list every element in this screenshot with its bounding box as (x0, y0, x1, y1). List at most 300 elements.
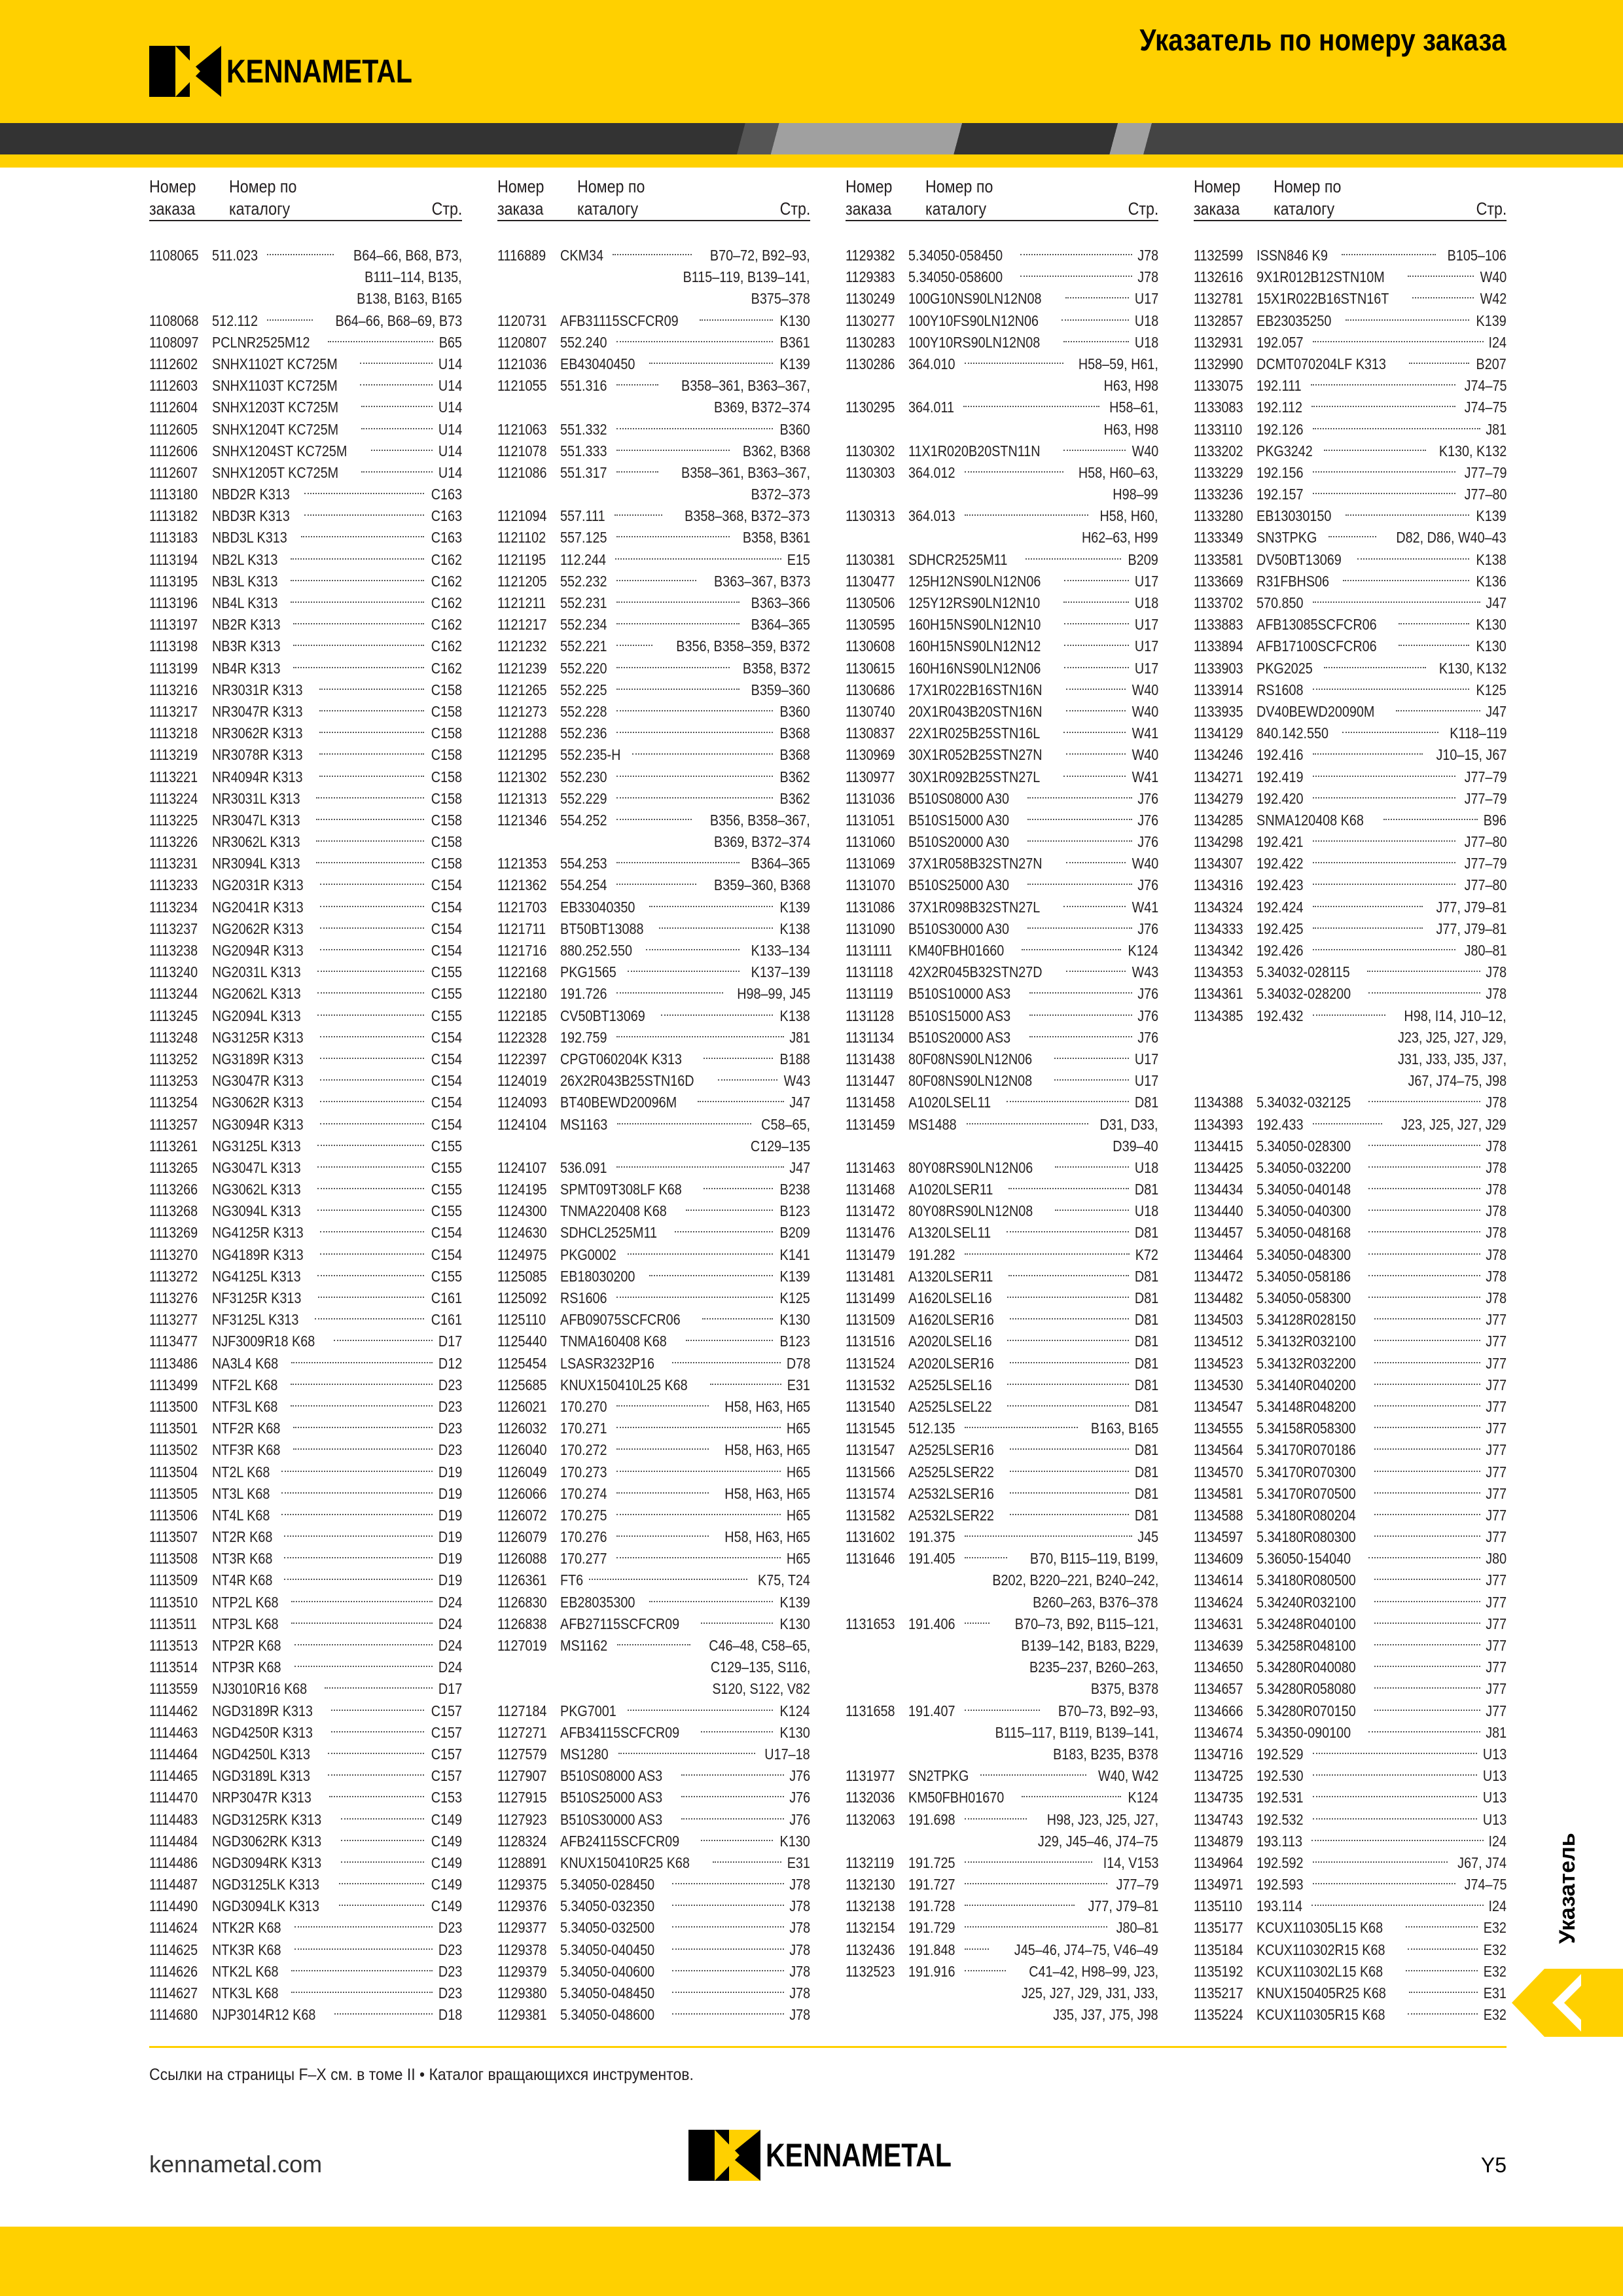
index-row (1194, 1483, 1507, 1505)
order-number: 1134482 (1194, 1289, 1243, 1306)
page-reference: J47 (1486, 594, 1507, 611)
dot-leader (318, 1287, 424, 1298)
order-number: 1120807 (497, 333, 547, 351)
index-row (149, 723, 462, 744)
index-row (149, 1852, 462, 1874)
page-reference: C162 (431, 572, 462, 590)
page-reference: J78 (1486, 1137, 1507, 1155)
website-link[interactable]: kennametal.com (149, 2151, 323, 2178)
dot-leader (616, 701, 773, 711)
dot-leader (1367, 961, 1480, 972)
index-row (1194, 636, 1507, 657)
index-row (149, 527, 462, 548)
page-reference: D23 (438, 1376, 462, 1393)
catalog-number: NG2062L K313 (212, 985, 301, 1003)
catalog-number: EB33040350 (560, 898, 635, 916)
index-row (497, 1483, 810, 1505)
catalog-number: 192.423 (1257, 876, 1304, 894)
index-row (149, 701, 462, 723)
page-reference: B207 (1476, 355, 1507, 372)
index-row (497, 1266, 810, 1287)
order-number: 1114465 (149, 1767, 198, 1785)
catalog-number: NTP2R K68 (212, 1637, 281, 1654)
dot-leader (589, 1570, 747, 1580)
page-reference: B369, B372–374 (713, 833, 810, 851)
dot-leader (661, 1005, 773, 1016)
catalog-number: 100Y10FS90LN12N06 (908, 312, 1039, 329)
dot-leader (1399, 636, 1470, 646)
index-row (149, 1353, 462, 1374)
index-row (1194, 332, 1507, 353)
index-row (497, 245, 810, 266)
catalog-number: 551.317 (560, 463, 607, 481)
order-number: 1133702 (1194, 594, 1243, 611)
page-reference: J77 (1486, 1571, 1507, 1589)
page-reference: C58–65, (761, 1115, 810, 1133)
page-reference: D23 (438, 1941, 462, 1958)
dot-leader (616, 614, 740, 624)
catalog-number: 5.34050-040300 (1257, 1202, 1351, 1220)
catalog-number: SNHX1203T KC725M (212, 399, 339, 416)
index-row (149, 1418, 462, 1439)
dot-leader (1007, 1287, 1128, 1298)
index-column-4 (1194, 175, 1507, 2039)
index-row (846, 614, 1158, 636)
page-reference: J77 (1486, 1593, 1507, 1611)
page-reference: E15 (787, 550, 810, 568)
section-tab-label[interactable]: Указатель (1555, 1833, 1580, 1944)
page-reference: J77 (1486, 1528, 1507, 1546)
catalog-number: AFB31115SCFCR09 (560, 312, 679, 329)
page-reference: J77 (1486, 1354, 1507, 1372)
page-reference: B356, B358–367, (710, 811, 810, 829)
dot-leader (1324, 658, 1426, 668)
dot-leader (1343, 571, 1469, 581)
index-row (846, 701, 1158, 723)
dot-leader (681, 1787, 784, 1797)
dot-leader (294, 1939, 433, 1950)
dot-leader (293, 636, 424, 646)
catalog-number: 192.433 (1257, 1115, 1304, 1133)
catalog-number: 160H15NS90LN12N10 (908, 616, 1041, 634)
index-row (846, 353, 1158, 375)
catalog-number: 552.235-H (560, 746, 621, 764)
catalog-number: 191.916 (908, 1962, 955, 1980)
order-number: 1124093 (497, 1094, 547, 1111)
index-row (149, 462, 462, 484)
page-reference: J74–75 (1464, 399, 1507, 416)
dot-leader (1027, 874, 1132, 885)
page-reference: C155 (431, 985, 462, 1003)
page-reference: J76 (1137, 876, 1158, 894)
page-reference: B209 (779, 1224, 810, 1242)
catalog-number: SDHCL2525M11 (560, 1224, 658, 1242)
index-row (1194, 1570, 1507, 1591)
dot-leader (646, 940, 740, 950)
index-row (149, 1961, 462, 1982)
dot-leader (317, 1005, 424, 1016)
index-row (1194, 1157, 1507, 1179)
catalog-number: 5.34280R040080 (1257, 1659, 1356, 1676)
index-row (846, 1309, 1158, 1331)
dot-leader (329, 1787, 424, 1797)
dot-leader (284, 1570, 432, 1580)
order-number: 1134725 (1194, 1767, 1243, 1785)
catalog-number: 364.013 (908, 507, 955, 525)
page-reference: J78 (789, 1919, 810, 1937)
order-number: 1127923 (497, 1810, 547, 1828)
page-reference: D81 (1134, 1506, 1158, 1524)
order-number: 1131653 (846, 1615, 895, 1632)
index-row (1194, 918, 1507, 940)
catalog-number: 364.011 (908, 399, 955, 416)
index-row (497, 1722, 810, 1744)
dot-leader (334, 1331, 433, 1341)
catalog-number: 170.277 (560, 1550, 607, 1568)
index-row (497, 1244, 810, 1266)
page-reference: K125 (1476, 681, 1507, 698)
catalog-number: SPMT09T308LF K68 (560, 1181, 682, 1198)
page-reference: C149 (431, 1876, 462, 1893)
catalog-number: NR3094L K313 (212, 855, 300, 872)
page-reference: D19 (438, 1571, 462, 1589)
page-reference: C158 (431, 811, 462, 829)
index-row (1194, 1787, 1507, 1808)
catalog-number: 191.406 (908, 1615, 955, 1632)
order-header: Номер заказа (1194, 177, 1241, 219)
page-reference: C154 (431, 942, 462, 959)
dot-leader (1064, 636, 1129, 646)
dot-leader (616, 1462, 781, 1472)
dot-leader (317, 1200, 424, 1211)
index-row (1194, 1200, 1507, 1222)
index-row-continuation (846, 1982, 1158, 2004)
catalog-number: A2020LSEL16 (908, 1333, 992, 1350)
dot-leader (1346, 505, 1469, 516)
dot-leader (304, 505, 424, 516)
index-row (846, 1070, 1158, 1092)
catalog-number: 170.274 (560, 1484, 607, 1502)
page-reference: K124 (779, 1702, 810, 1719)
index-row (497, 1809, 810, 1831)
dot-leader (294, 1635, 433, 1645)
index-row (497, 2004, 810, 2026)
page-reference: K139 (779, 1267, 810, 1285)
page-reference: H65 (786, 1463, 810, 1480)
index-row (149, 353, 462, 375)
dot-leader (1027, 918, 1132, 929)
dot-leader (291, 1592, 433, 1602)
catalog-number: NR3047L K313 (212, 811, 300, 829)
page-reference: J77–80 (1464, 486, 1507, 503)
page-reference: J80–81 (1464, 942, 1507, 959)
catalog-number: SNMA120408 K68 (1257, 811, 1364, 829)
catalog-number: A2525LSER22 (908, 1463, 994, 1480)
dot-leader (616, 332, 773, 342)
dot-leader (1313, 831, 1455, 842)
page-reference: J31, J33, J35, J37, (1397, 1050, 1507, 1067)
index-row (1194, 266, 1507, 288)
catalog-number: B510S08000 AS3 (560, 1767, 663, 1785)
page-reference: B364–365 (751, 616, 810, 634)
catalog-number: NGD4250R K313 (212, 1723, 313, 1741)
page-reference: W40 (1132, 746, 1158, 764)
page-reference: J77 (1486, 1420, 1507, 1437)
page-reference: C149 (431, 1810, 462, 1828)
catalog-number: NB2L K313 (212, 550, 278, 568)
order-number: 1121353 (497, 855, 547, 872)
dot-leader (1409, 1982, 1478, 1993)
page-reference: U14 (438, 399, 462, 416)
dot-leader (616, 1526, 709, 1537)
dot-leader (1368, 1136, 1480, 1146)
catalog-number: NTK3L K68 (212, 1984, 279, 2001)
page-reference: J45 (1137, 1528, 1158, 1546)
dot-leader (291, 549, 424, 560)
catalog-number: NG2031L K313 (212, 963, 301, 981)
catalog-number: NT2R K68 (212, 1528, 273, 1546)
page-reference: C158 (431, 702, 462, 720)
order-number: 1126049 (497, 1463, 547, 1480)
catalog-number: NGD4250L K313 (212, 1745, 310, 1763)
dot-leader (281, 1462, 433, 1472)
page-reference: C149 (431, 1832, 462, 1850)
catalog-number: NG2094L K313 (212, 1007, 301, 1024)
dot-leader (1313, 462, 1455, 473)
dot-leader (649, 897, 773, 907)
dot-leader (675, 1222, 773, 1232)
page-reference: D81 (1134, 1311, 1158, 1329)
dot-leader (320, 940, 424, 950)
catalog-number: NA3L4 K68 (212, 1354, 279, 1372)
page-reference: K130, K132 (1438, 659, 1507, 677)
dot-leader (1313, 1809, 1477, 1820)
page-reference: J76 (789, 1767, 810, 1785)
catalog-number: 192.422 (1257, 855, 1304, 872)
index-row (497, 1831, 810, 1852)
catalog-number: 100G10NS90LN12N08 (908, 290, 1042, 308)
page-reference: D82, D86, W40–43 (1396, 529, 1507, 547)
page-reference: H58–59, H61, (1078, 355, 1158, 372)
page-reference: J76 (1137, 811, 1158, 829)
page-reference: D81 (1134, 1333, 1158, 1350)
page-reference: D19 (438, 1550, 462, 1568)
dot-leader (1374, 1592, 1480, 1602)
page-reference: J77 (1486, 1376, 1507, 1393)
dot-leader (616, 592, 740, 603)
order-number: 1135192 (1194, 1962, 1243, 1980)
dot-leader (659, 918, 773, 929)
order-number: 1114463 (149, 1723, 198, 1741)
order-number: 1134279 (1194, 789, 1243, 807)
catalog-number: NG3125L K313 (212, 1137, 301, 1155)
dot-leader (616, 983, 722, 994)
page-reference: D23 (438, 1919, 462, 1937)
index-row (497, 961, 810, 983)
catalog-number: NJ3010R16 K68 (212, 1680, 308, 1698)
order-number: 1114680 (149, 2006, 198, 2024)
order-number: 1133202 (1194, 442, 1243, 459)
order-number: 1130740 (846, 702, 895, 720)
dot-leader (294, 1657, 433, 1667)
catalog-number: 5.34158R058300 (1257, 1420, 1356, 1437)
index-row (149, 375, 462, 397)
order-number: 1131646 (846, 1550, 895, 1568)
page-reference: J35, J37, J75, J98 (1053, 2006, 1158, 2024)
index-row-continuation (846, 1657, 1158, 1678)
catalog-number: 15X1R022B16STN16T (1257, 290, 1389, 308)
catalog-number: B510S08000 A30 (908, 789, 1009, 807)
dot-leader (1408, 1939, 1478, 1950)
order-number: 1113218 (149, 725, 198, 742)
order-number: 1129378 (497, 1941, 547, 1958)
index-row (149, 1396, 462, 1418)
dot-leader (700, 310, 773, 321)
dot-leader (361, 397, 433, 407)
dot-leader (328, 1765, 424, 1776)
order-number: 1131438 (846, 1050, 895, 1067)
order-number: 1126361 (497, 1571, 547, 1589)
catalog-number: 193.113 (1257, 1832, 1303, 1850)
index-row (846, 831, 1158, 853)
catalog-number: 5.34248R040100 (1257, 1615, 1356, 1632)
dot-leader (1010, 1353, 1129, 1363)
page-reference: J47 (789, 1094, 810, 1111)
dot-leader (1007, 1222, 1129, 1232)
page-reference: K139 (779, 898, 810, 916)
index-row (149, 1070, 462, 1092)
catalog-header: Номер по каталогу (925, 177, 993, 219)
index-row (497, 1917, 810, 1939)
catalog-number: 512.112 (212, 312, 259, 329)
dot-leader (1313, 1744, 1477, 1754)
dot-leader (616, 1483, 709, 1494)
dot-leader (339, 1874, 425, 1884)
dot-leader (304, 484, 424, 494)
order-number: 1113234 (149, 898, 198, 916)
catalog-number: 170.276 (560, 1528, 607, 1546)
dot-leader (371, 440, 433, 451)
catalog-number: NR4094R K313 (212, 768, 303, 785)
catalog-number: 80F08NS90LN12N06 (908, 1050, 1033, 1067)
dot-leader (1313, 1852, 1448, 1863)
catalog-number: NG3189R K313 (212, 1050, 304, 1067)
page-reference: J78 (789, 1876, 810, 1893)
index-row (846, 310, 1158, 332)
index-row-continuation (497, 1678, 810, 1700)
order-number: 1134674 (1194, 1723, 1243, 1741)
catalog-number: EB28035300 (560, 1593, 635, 1611)
order-number: 1121716 (497, 942, 547, 959)
index-row (1194, 1526, 1507, 1548)
page-reference: C157 (431, 1702, 462, 1719)
catalog-header: Номер по каталогу (1274, 177, 1342, 219)
index-row (1194, 1353, 1507, 1374)
page-reference: B123 (779, 1202, 810, 1220)
catalog-number: 5.34258R048100 (1257, 1637, 1356, 1654)
index-row (497, 744, 810, 766)
catalog-number: 191.375 (908, 1528, 955, 1546)
catalog-number: NB4R K313 (212, 659, 281, 677)
index-row (846, 1179, 1158, 1200)
catalog-number: 5.34050-040148 (1257, 1181, 1351, 1198)
page-reference: K72 (1135, 1246, 1158, 1263)
dot-leader (1406, 1961, 1478, 1971)
catalog-number: 557.125 (560, 529, 607, 547)
order-number: 1131463 (846, 1158, 895, 1176)
page-reference: J78 (789, 1941, 810, 1958)
page-reference: U17 (1134, 572, 1158, 590)
dot-leader (1008, 1179, 1128, 1189)
dot-leader (1368, 1722, 1480, 1732)
catalog-number: NT4R K68 (212, 1571, 273, 1589)
index-row (149, 1200, 462, 1222)
index-row (149, 505, 462, 527)
dot-leader (1368, 1222, 1480, 1232)
page-reference: B139–142, B183, B229, (1020, 1637, 1158, 1654)
dot-leader (1311, 1895, 1484, 1906)
page-reference: U13 (1482, 1767, 1507, 1785)
index-row (149, 1526, 462, 1548)
page-reference: J78 (1486, 1202, 1507, 1220)
index-row (846, 874, 1158, 896)
page-reference: U17 (1134, 637, 1158, 655)
page-reference: B96 (1483, 811, 1507, 829)
page-reference: B364–365 (751, 855, 810, 872)
order-number: 1129375 (497, 1876, 547, 1893)
index-row (1194, 1831, 1507, 1852)
catalog-number: A2525LSEL22 (908, 1397, 992, 1415)
index-row (497, 1939, 810, 1961)
index-row (497, 1548, 810, 1570)
page-reference: K139 (1476, 507, 1507, 525)
page-reference: B64–66, B68, B73, (353, 247, 462, 264)
dot-leader (291, 592, 424, 603)
index-row (497, 1982, 810, 2004)
order-number: 1131540 (846, 1397, 895, 1415)
order-number: 1131481 (846, 1267, 895, 1285)
dot-leader (1027, 810, 1132, 820)
dot-leader (291, 1353, 433, 1363)
page-reference: D24 (438, 1637, 462, 1654)
dot-leader (1064, 658, 1129, 668)
index-row (846, 636, 1158, 657)
page-reference: J45–46, J74–75, V46–49 (1014, 1941, 1158, 1958)
index-row (1194, 1700, 1507, 1722)
index-row (846, 1266, 1158, 1287)
dot-leader (1313, 419, 1480, 429)
index-row (497, 636, 810, 657)
order-number: 1134666 (1194, 1702, 1243, 1719)
dot-leader (698, 1092, 784, 1102)
page-reference: B238 (779, 1181, 810, 1198)
order-number: 1131658 (846, 1702, 895, 1719)
catalog-number: 80Y08RS90LN12N08 (908, 1202, 1033, 1220)
index-row (149, 744, 462, 766)
catalog-number: B510S30000 AS3 (560, 1810, 663, 1828)
index-row (1194, 1136, 1507, 1157)
index-row (846, 592, 1158, 614)
order-number: 1131090 (846, 920, 895, 937)
page-reference: H58, H63, H65 (724, 1441, 810, 1459)
index-row (149, 1570, 462, 1591)
index-row (497, 1222, 810, 1244)
index-row (149, 983, 462, 1005)
order-number: 1134609 (1194, 1550, 1243, 1568)
catalog-number: NR3078R K313 (212, 746, 303, 764)
index-row (149, 1331, 462, 1352)
order-number: 1113505 (149, 1484, 198, 1502)
